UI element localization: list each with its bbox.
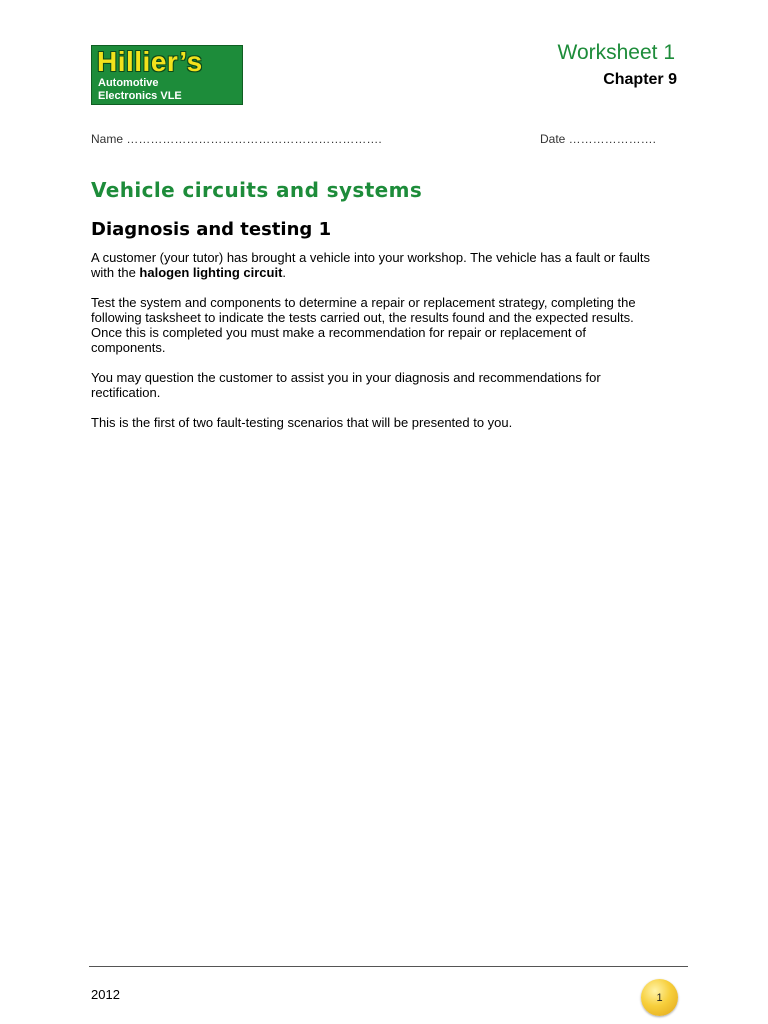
hilliers-logo xyxy=(91,45,243,105)
paragraph-1 xyxy=(91,250,661,280)
paragraph-1-text: A customer (your tutor) has brought a vehicle into your workshop. The vehicle has a fault or faults with the xyxy=(91,250,651,280)
logo-subtitle xyxy=(98,77,182,103)
footer-year: 2012 xyxy=(91,987,120,1002)
body-text xyxy=(91,250,661,445)
logo-line-1: Automotive xyxy=(98,77,159,89)
page-number: 1 xyxy=(656,991,663,1004)
name-field: Name ………………………………………………………. xyxy=(91,132,382,146)
paragraph-4: This is the first of two fault-testing scenarios that will be presented to you. xyxy=(91,415,513,430)
page-title: Vehicle circuits and systems xyxy=(91,178,423,202)
paragraph-2: Test the system and components to determine a repair or replacement strategy, completing the following tasksheet to indicate the tests carried out, the results found and the expected results. Once this is completed you must make a recommendation for repair or replacement of components. xyxy=(91,295,636,355)
logo-name: Hillier’s xyxy=(97,46,203,77)
paragraph-1-end: . xyxy=(282,265,287,280)
section-heading: Diagnosis and testing 1 xyxy=(91,219,332,240)
date-field: Date …………………. xyxy=(540,132,657,146)
chapter-label: Chapter 9 xyxy=(603,71,677,88)
bold-emphasis: halogen lighting circuit xyxy=(139,265,283,280)
logo-line-2: Electronics VLE xyxy=(98,90,182,102)
page-number-badge xyxy=(641,979,678,1016)
footer-divider xyxy=(89,966,688,967)
paragraph-3: You may question the customer to assist you in your diagnosis and recommendations for rectification. xyxy=(91,370,601,400)
worksheet-title: Worksheet 1 xyxy=(557,41,675,64)
